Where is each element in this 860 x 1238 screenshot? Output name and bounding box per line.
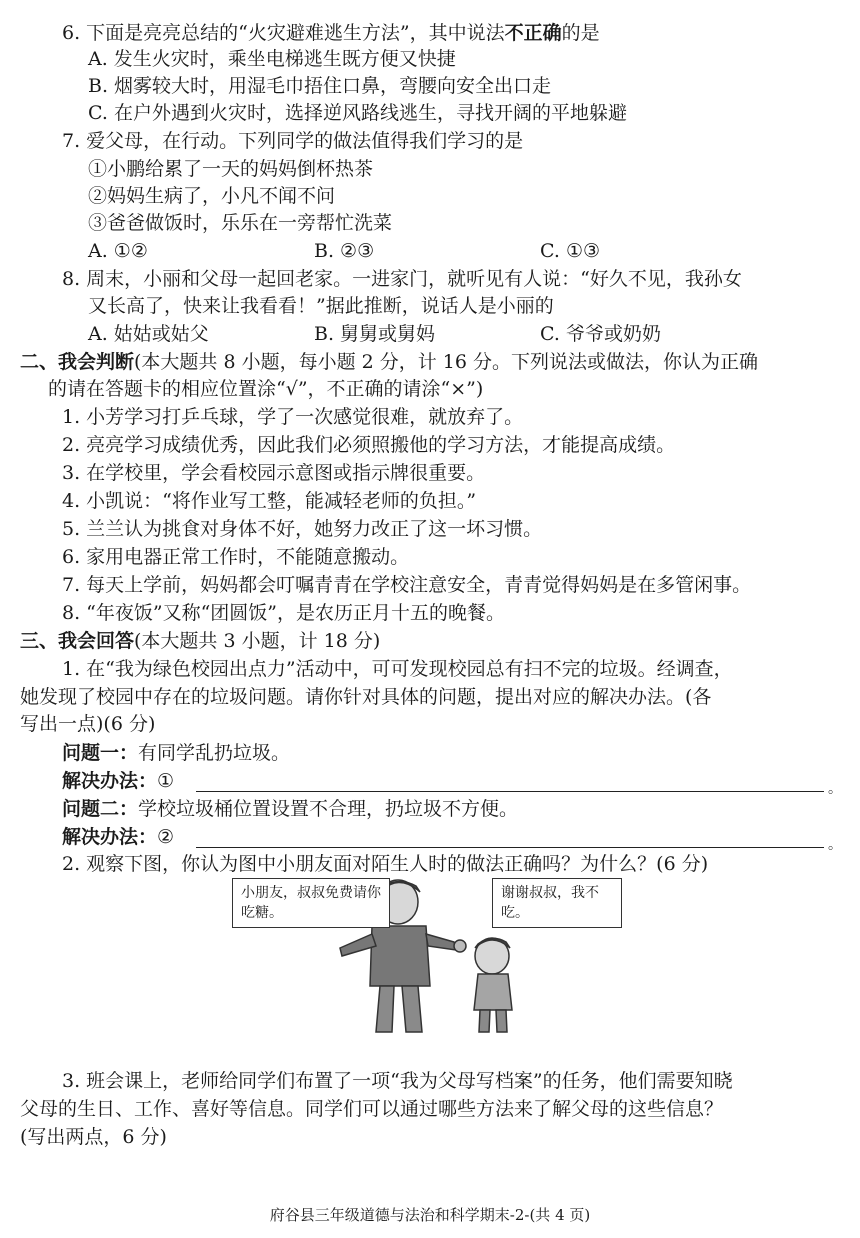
section-3-heading	[20, 628, 380, 654]
judge-item-4: 4. 小凯说：“将作业写工整，能减轻老师的负担。”	[62, 490, 477, 512]
q8-stem-line1: 8. 周末，小丽和父母一起回老家。一进家门，就听见有人说：“好久不见，我孙女	[62, 268, 742, 290]
problem-1-label: 问题一：	[62, 742, 139, 764]
judge-item-5: 5. 兰兰认为挑食对身体不好，她努力改正了这一坏习惯。	[62, 518, 543, 540]
q7-statement-3: ③爸爸做饭时，乐乐在一旁帮忙洗菜	[88, 212, 393, 234]
q6-stem-bold: 不正确	[504, 22, 562, 44]
judge-item-8: 8. “年夜饭”又称“团圆饭”，是农历正月十五的晚餐。	[62, 602, 506, 624]
section-3-note: (本大题共 3 小题，计 18 分)	[134, 630, 381, 652]
q6-stem	[62, 20, 600, 46]
q8-option-c: C. 爷爷或奶奶	[540, 323, 661, 345]
solution-1-label: 解决办法：	[62, 770, 158, 792]
problem-2-text: 学校垃圾桶位置设置不合理，扔垃圾不方便。	[138, 798, 519, 820]
solution-2-number: ②	[157, 826, 175, 848]
judge-item-2: 2. 亮亮学习成绩优秀，因此我们必须照搬他的学习方法，才能提高成绩。	[62, 434, 676, 456]
answer-q3-line2: 父母的生日、工作、喜好等信息。同学们可以通过哪些方法来了解父母的这些信息？	[20, 1098, 724, 1120]
stranger-candy-illustration	[230, 876, 630, 1036]
q6-option-a: A. 发生火灾时，乘坐电梯逃生既方便又快捷	[88, 48, 456, 70]
solution-2-label: 解决办法：	[62, 826, 158, 848]
solution-1-label-row	[62, 768, 174, 794]
section-2-title: 二、我会判断	[20, 351, 135, 373]
solution-1-answer-line[interactable]	[196, 791, 824, 792]
answer-q1-line2: 她发现了校园中存在的垃圾问题。请你针对具体的问题，提出对应的解决办法。(各	[20, 686, 712, 708]
q6-stem-pre: 6. 下面是亮亮总结的“火灾避难逃生方法”，其中说法	[62, 22, 505, 44]
problem-1	[62, 740, 290, 766]
solution-1-number: ①	[157, 770, 175, 792]
answer-q1-line1: 1. 在“我为绿色校园出点力”活动中，可可发现校园总有扫不完的垃圾。经调查，	[62, 658, 733, 680]
q8-option-b: B. 舅舅或舅妈	[314, 323, 436, 345]
page-footer: 府谷县三年级道德与法治和科学期末-2-(共 4 页)	[269, 1206, 591, 1224]
section-2-heading	[20, 349, 758, 375]
q8-option-a: A. 姑姑或姑父	[88, 323, 209, 345]
q8-stem-line2: 又长高了，快来让我看看！”据此推断，说话人是小丽的	[88, 295, 554, 317]
judge-item-6: 6. 家用电器正常工作时，不能随意搬动。	[62, 546, 410, 568]
adult-speech-bubble: 小朋友，叔叔免费请你吃糖。	[232, 878, 390, 928]
problem-1-text: 有同学乱扔垃圾。	[138, 742, 291, 764]
section-2-note-line2: 的请在答题卡的相应位置涂“√”，不正确的请涂“×”)	[48, 378, 484, 400]
q7-stem: 7. 爱父母，在行动。下列同学的做法值得我们学习的是	[62, 130, 524, 152]
solution-2-answer-line[interactable]	[196, 847, 824, 848]
q6-option-b: B. 烟雾较大时，用湿毛巾捂住口鼻，弯腰向安全出口走	[88, 75, 552, 97]
solution-2-label-row	[62, 824, 174, 850]
q7-option-a: A. ①②	[88, 240, 148, 262]
q6-option-c: C. 在户外遇到火灾时，选择逆风路线逃生，寻找开阔的平地躲避	[88, 102, 627, 124]
answer-q2: 2. 观察下图，你认为图中小朋友面对陌生人时的做法正确吗？为什么？(6 分)	[62, 853, 709, 875]
q7-statement-2: ②妈妈生病了，小凡不闻不问	[88, 185, 336, 207]
answer-q1-line3: 写出一点)(6 分)	[20, 713, 156, 735]
q7-option-b: B. ②③	[314, 240, 375, 262]
judge-item-1: 1. 小芳学习打乒乓球，学了一次感觉很难，就放弃了。	[62, 406, 524, 428]
solution-2-end-mark: 。	[828, 837, 842, 853]
q7-option-c: C. ①③	[540, 240, 601, 262]
judge-item-7: 7. 每天上学前，妈妈都会叮嘱青青在学校注意安全，青青觉得妈妈是在多管闲事。	[62, 574, 752, 596]
section-3-title: 三、我会回答	[20, 630, 135, 652]
problem-2-label: 问题二：	[62, 798, 139, 820]
child-figure	[474, 938, 512, 1032]
q7-statement-1: ①小鹏给累了一天的妈妈倒杯热茶	[88, 158, 374, 180]
section-2-note-line1: (本大题共 8 小题，每小题 2 分，计 16 分。下列说法或做法，你认为正确	[134, 351, 759, 373]
problem-2	[62, 796, 518, 822]
answer-q3-line3: (写出两点，6 分)	[20, 1126, 167, 1148]
child-speech-bubble: 谢谢叔叔，我不吃。	[492, 878, 622, 928]
answer-q3-line1: 3. 班会课上，老师给同学们布置了一项“我为父母写档案”的任务，他们需要知晓	[62, 1070, 733, 1092]
q6-stem-post: 的是	[561, 22, 600, 44]
solution-1-end-mark: 。	[828, 781, 842, 797]
judge-item-3: 3. 在学校里，学会看校园示意图或指示牌很重要。	[62, 462, 486, 484]
